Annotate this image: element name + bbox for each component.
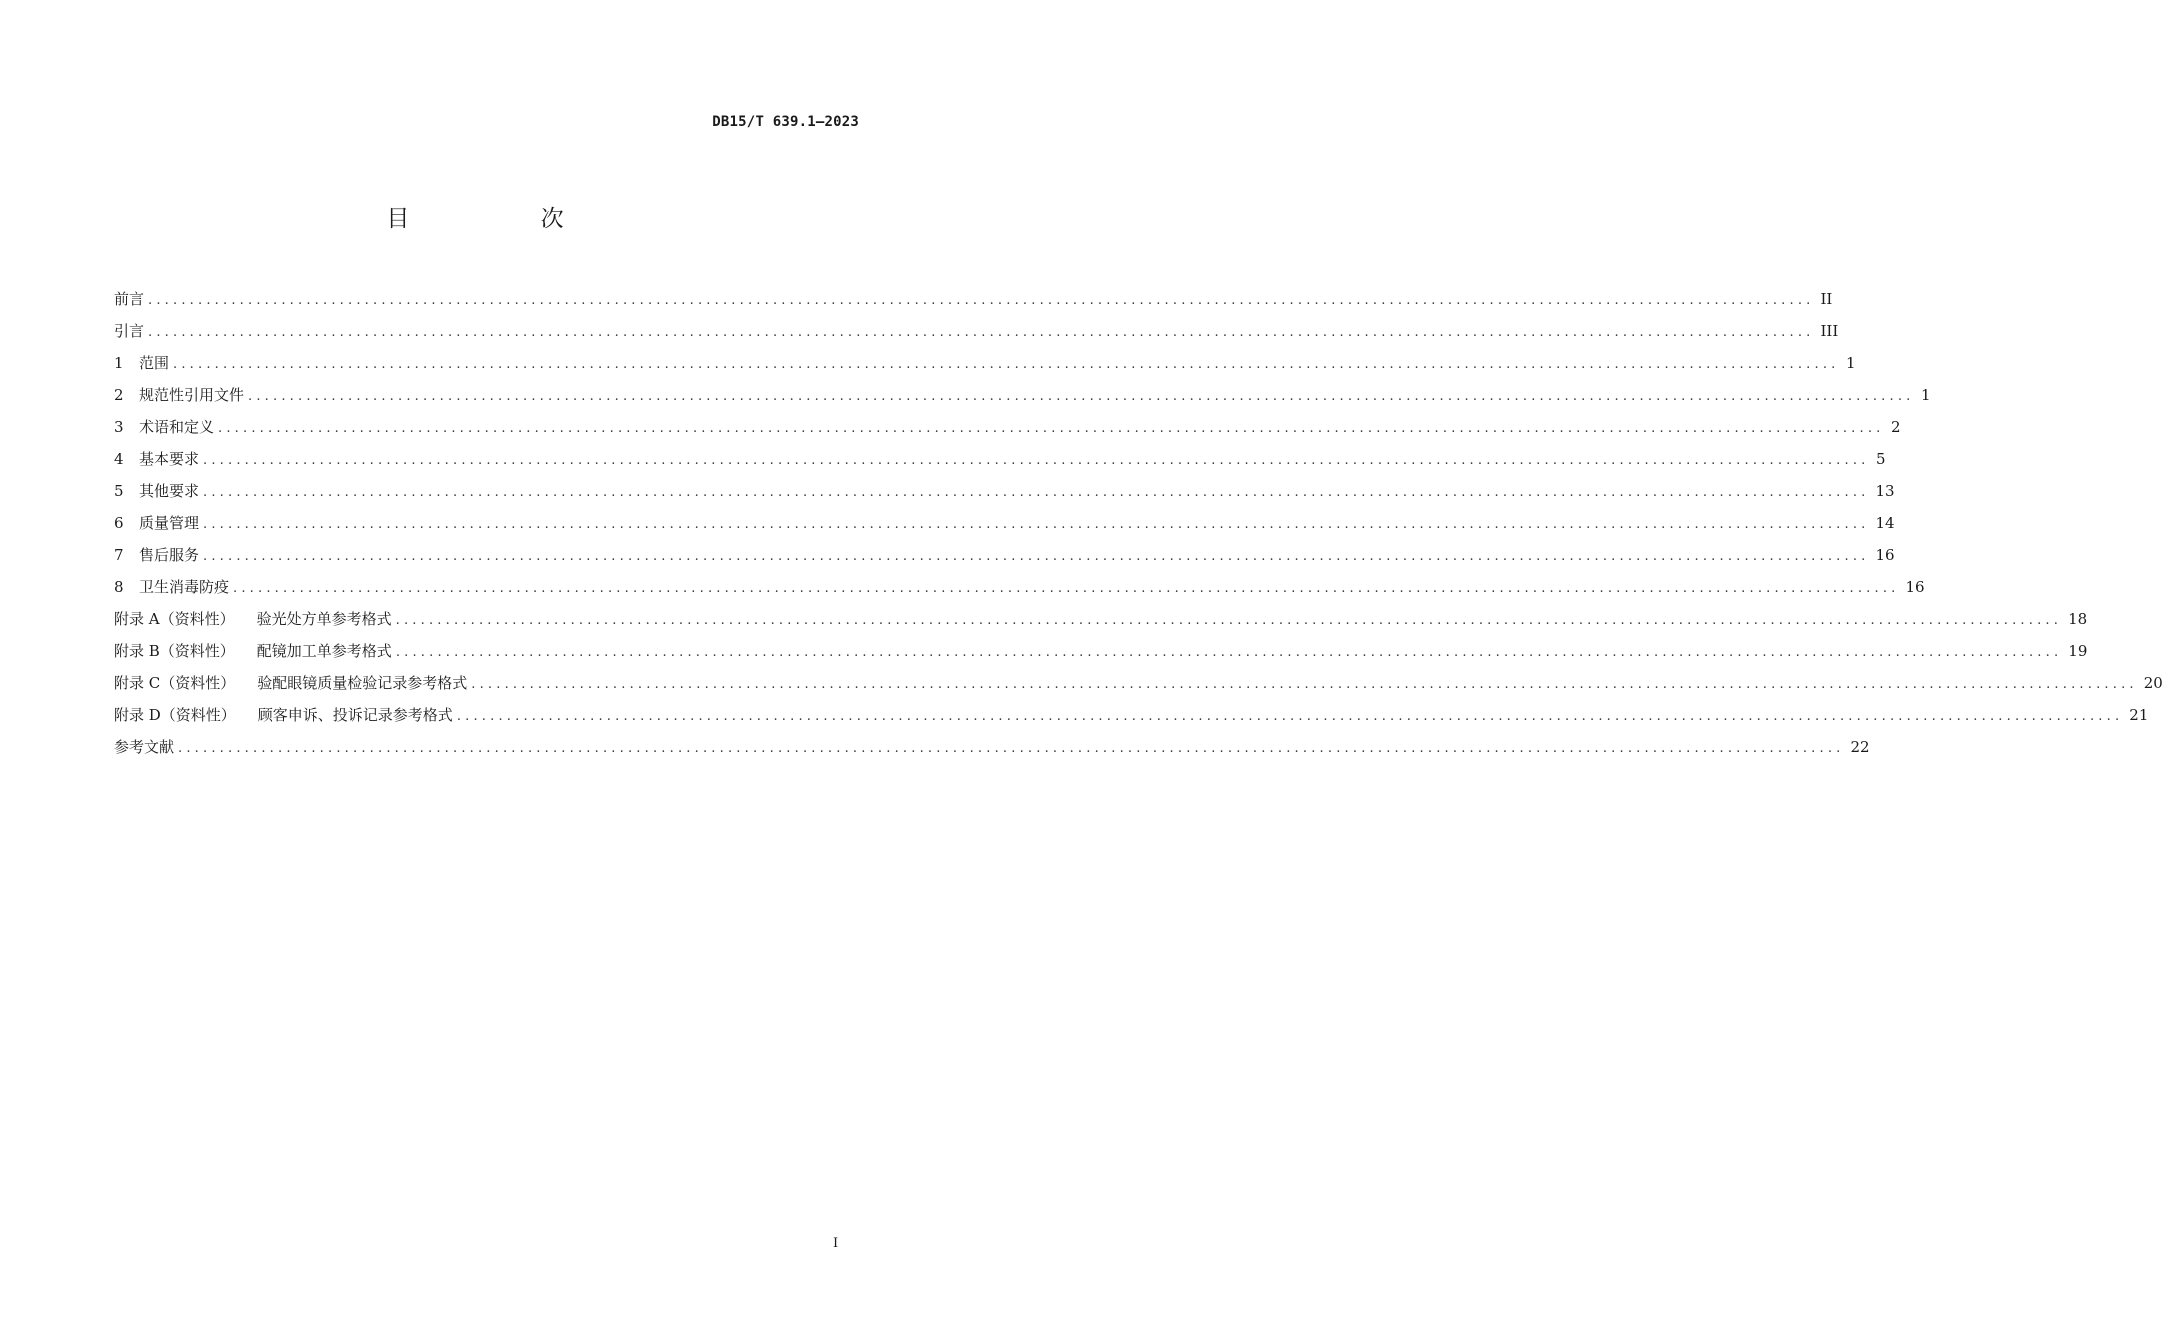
toc-entry-label: 售后服务 (139, 546, 200, 564)
toc-entry-leader-dots: ........................................................................................................................................................................................................ (456, 709, 2124, 724)
toc-entry-label: 质量管理 (139, 514, 200, 532)
toc-entry[interactable] (114, 603, 2088, 635)
toc-entry-number: 5 (114, 482, 124, 500)
toc-entry-leader-dots: ........................................................................................................................................................................................................ (248, 389, 1915, 404)
toc-entry-label: 附录 A（资料性） (114, 610, 235, 628)
toc-entry-page-number: 16 (1875, 546, 1895, 564)
toc-entry[interactable] (114, 539, 1895, 571)
toc-entry-label: 基本要求 (139, 450, 200, 468)
toc-entry[interactable] (114, 379, 1931, 411)
toc-entry-leader-dots: ........................................................................................................................................................................................................ (233, 581, 1900, 596)
toc-entry-number: 7 (114, 546, 124, 564)
toc-entry-number: 4 (114, 450, 124, 468)
page-title: 目 次 (386, 206, 626, 232)
toc-entry[interactable] (114, 667, 2163, 699)
toc-entry-annex-title: 顾客申诉、投诉记录参考格式 (257, 706, 453, 724)
toc-entry-leader-dots: ........................................................................................................................................................................................................ (395, 613, 2063, 628)
toc-entry[interactable] (114, 507, 1895, 539)
toc-entry-annex-title: 配镜加工单参考格式 (256, 642, 392, 660)
toc-entry[interactable] (114, 635, 2088, 667)
toc-entry-number: 1 (114, 354, 124, 372)
toc-entry-leader-dots: ........................................................................................................................................................................................................ (203, 517, 1870, 532)
toc-entry-page-number: 18 (2068, 610, 2088, 628)
toc-entry-label: 范围 (139, 354, 170, 372)
toc-entry-annex-title: 验配眼镜质量检验记录参考格式 (257, 674, 468, 692)
toc-entry-page-number: 22 (1850, 738, 1870, 756)
toc-entry[interactable] (114, 475, 1895, 507)
toc-entry-number: 8 (114, 578, 124, 596)
toc-entry[interactable] (114, 731, 1870, 763)
toc-entry-leader-dots: ........................................................................................................................................................................................................ (173, 357, 1840, 372)
toc-entry-page-number: III (1820, 322, 1839, 340)
toc-entry-page-number: 21 (2129, 706, 2149, 724)
toc-entry-page-number: 20 (2143, 674, 2163, 692)
toc-entry-leader-dots: ........................................................................................................................................................................................................ (218, 421, 1885, 436)
toc-entry-label: 附录 B（资料性） (114, 642, 235, 660)
toc-entry-label: 附录 D（资料性） (114, 706, 236, 724)
toc-entry[interactable] (114, 571, 1925, 603)
page-number: I (833, 1236, 839, 1251)
toc-entry-label: 附录 C（资料性） (114, 674, 236, 692)
toc-entry-leader-dots: ........................................................................................................................................................................................................ (178, 741, 1845, 756)
toc-entry[interactable] (114, 283, 1833, 315)
toc-entry-page-number: 5 (1875, 450, 1886, 468)
toc-entry-page-number: 16 (1905, 578, 1925, 596)
toc-entry-number: 3 (114, 418, 124, 436)
toc-entry-leader-dots: ........................................................................................................................................................................................................ (148, 293, 1815, 308)
toc-entry-leader-dots: ........................................................................................................................................................................................................ (395, 645, 2063, 660)
toc-entry[interactable] (114, 443, 1886, 475)
toc-entry-annex-title: 验光处方单参考格式 (256, 610, 392, 628)
toc-entry-leader-dots: ........................................................................................................................................................................................................ (203, 485, 1870, 500)
toc-entry[interactable] (114, 315, 1839, 347)
toc-entry-page-number: 1 (1845, 354, 1856, 372)
toc-entry-label: 术语和定义 (139, 418, 215, 436)
toc-entry-page-number: 14 (1875, 514, 1895, 532)
toc-entry-page-number: 13 (1875, 482, 1895, 500)
toc-entry-page-number: II (1820, 290, 1833, 308)
toc-entry-page-number: 19 (2068, 642, 2088, 660)
toc-entry-label: 前言 (114, 290, 145, 308)
toc-entry[interactable] (114, 411, 1901, 443)
toc-entry[interactable] (114, 699, 2149, 731)
toc-entry-page-number: 1 (1920, 386, 1931, 404)
toc-entry-label: 引言 (114, 322, 145, 340)
toc-entry-leader-dots: ........................................................................................................................................................................................................ (148, 325, 1815, 340)
toc-entry-leader-dots: ........................................................................................................................................................................................................ (203, 453, 1870, 468)
toc-entry-number: 6 (114, 514, 124, 532)
toc-entry-label: 其他要求 (139, 482, 200, 500)
toc-entry-number: 2 (114, 386, 124, 404)
toc-entry[interactable] (114, 347, 1856, 379)
toc-entry-page-number: 2 (1890, 418, 1901, 436)
toc-entry-leader-dots: ........................................................................................................................................................................................................ (471, 677, 2138, 692)
toc-entry-label: 卫生消毒防疫 (139, 578, 230, 596)
table-of-contents (114, 283, 2163, 763)
toc-entry-leader-dots: ........................................................................................................................................................................................................ (203, 549, 1870, 564)
toc-entry-label: 规范性引用文件 (139, 386, 245, 404)
toc-entry-label: 参考文献 (114, 738, 175, 756)
standard-code: DB15/T 639.1—2023 (712, 114, 859, 130)
